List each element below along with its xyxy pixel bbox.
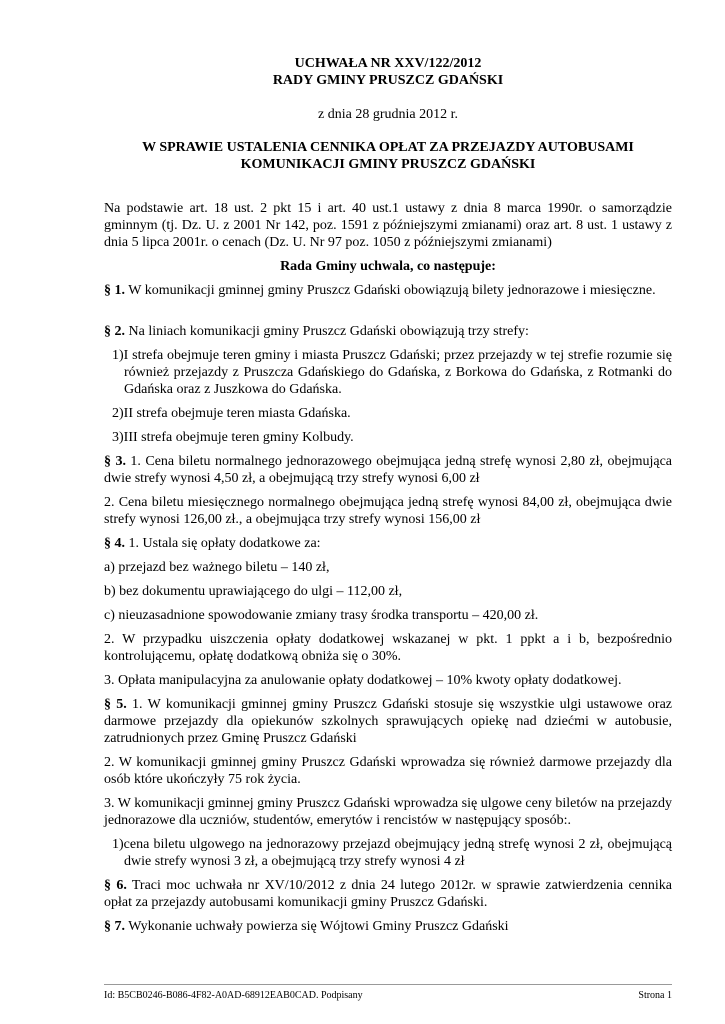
zone-item-1: 1)I strefa obejmuje teren gminy i miasta Pruszcz Gdański; przez przejazdy w tej strefie rozumie się również przejazdy z Pruszcza Gdańskiego do Gdańska, z Borkowa do Gdańska, z Rotmanki do Gdańska oraz z Juszkowa do Gdańska. [112,348,672,397]
subject-line-1: W SPRAWIE USTALENIA CENNIKA OPŁAT ZA PRZEJAZDY AUTOBUSAMI [142,140,634,155]
zone-item-2: 2)II strefa obejmuje teren miasta Gdańska. [112,406,351,421]
section-4-point-3: 3. Opłata manipulacyjna za anulowanie opłaty dodatkowej – 10% kwoty opłaty dodatkowej. [104,673,622,688]
section-7 [104,918,672,935]
resolution-date: z dnia 28 grudnia 2012 r. [318,107,458,122]
section-1 [104,282,672,299]
section-text: Na liniach komunikacji gminy Pruszcz Gdański obowiązują trzy strefy: [125,324,529,339]
section-text: 1. W komunikacji gminnej gminy Pruszcz Gdański stosuje się wszystkie ulgi ustawowe oraz darmowe przejazdy dla opiekunów szkolnych sprawujących opiekę nad dziećmi w autobusie, zatrudnionych przez Gminę Pruszcz Gdański [104,697,672,746]
section-number: § 1. [104,283,125,298]
section-6 [104,877,672,911]
footer-divider [104,984,672,985]
section-number: § 2. [104,324,125,339]
section-4-item-c: c) nieuzasadnione spowodowanie zmiany trasy środka transportu – 420,00 zł. [104,608,539,623]
section-text: Traci moc uchwała nr XV/10/2012 z dnia 24 lutego 2012r. w sprawie zatwierdzenia cennika opłat za przejazdy autobusami komunikacji gminy Pruszcz Gdański. [104,878,672,910]
section-text: W komunikacji gminnej gminy Pruszcz Gdański obowiązują bilety jednorazowe i miesięczne. [125,283,656,298]
zone-item-3: 3)III strefa obejmuje teren gminy Kolbudy. [112,430,354,445]
resolves-heading: Rada Gminy uchwala, co następuje: [280,259,496,274]
section-3-point-2: 2. Cena biletu miesięcznego normalnego obejmująca jedną strefę wynosi 84,00 zł, obejmująca dwie strefy wynosi 126,00 zł., a obejmująca trzy strefy wynosi 156,00 zł [104,495,672,527]
section-text: Wykonanie uchwały powierza się Wójtowi Gminy Pruszcz Gdański [125,919,509,934]
document-id: Id: B5CB0246-B086-4F82-A0AD-68912EAB0CAD. Podpisany [104,990,363,1001]
section-5-point-2: 2. W komunikacji gminnej gminy Pruszcz Gdański wprowadza się również darmowe przejazdy dla osób które ukończyły 75 rok życia. [104,755,672,787]
council-name: RADY GMINY PRUSZCZ GDAŃSKI [272,73,504,88]
section-5 [104,696,672,747]
section-text: 1. Cena biletu normalnego jednorazowego obejmująca jedną strefę wynosi 2,80 zł, obejmująca dwie strefy wynosi 4,50 zł, a obejmującą trzy strefy wynosi 6,00 zł [104,454,673,486]
section-4 [104,535,672,552]
section-number: § 3. [104,454,126,469]
reduced-fare-item-1: 1)cena biletu ulgowego na jednorazowy przejazd obejmujący jedną strefę wynosi 2 zł, obejmującą dwie strefy wynosi 3 zł, a obejmującą trzy strefy wynosi 4 zł [112,837,672,869]
page-number: Strona 1 [638,990,672,1001]
section-number: § 6. [104,878,127,893]
section-4-point-2: 2. W przypadku uiszczenia opłaty dodatkowej wskazanej w pkt. 1 ppkt a i b, bezpośrednio kontrolującemu, opłatę dodatkową obniża się o 30%. [104,632,672,664]
preamble: Na podstawie art. 18 ust. 2 pkt 15 i art. 40 ust.1 ustawy z dnia 8 marca 1990r. o samorządzie gminnym (tj. Dz. U. z 2001 Nr 142, poz. 1591 z późniejszymi zmianami) oraz art. 8 ust. 1 ustawy z dnia 5 lipca 2001r. o cenach (Dz. U. Nr 97 poz. 1050 z późniejszymi zmianami) [104,201,672,250]
section-4-item-a: a) przejazd bez ważnego biletu – 140 zł, [104,560,330,575]
subject-line-2: KOMUNIKACJI GMINY PRUSZCZ GDAŃSKI [240,157,536,172]
section-2 [104,323,672,340]
section-4-item-b: b) bez dokumentu uprawiającego do ulgi – 112,00 zł, [104,584,403,599]
section-number: § 4. [104,536,125,551]
section-3 [104,453,672,487]
section-number: § 7. [104,919,125,934]
section-5-point-3: 3. W komunikacji gminnej gminy Pruszcz Gdański wprowadza się ulgowe ceny biletów na przejazdy jednorazowe dla uczniów, studentów, emerytów i rencistów w następujący sposób:. [104,796,672,828]
section-text: 1. Ustala się opłaty dodatkowe za: [125,536,321,551]
section-number: § 5. [104,697,127,712]
resolution-number: UCHWAŁA NR XXV/122/2012 [294,56,482,71]
